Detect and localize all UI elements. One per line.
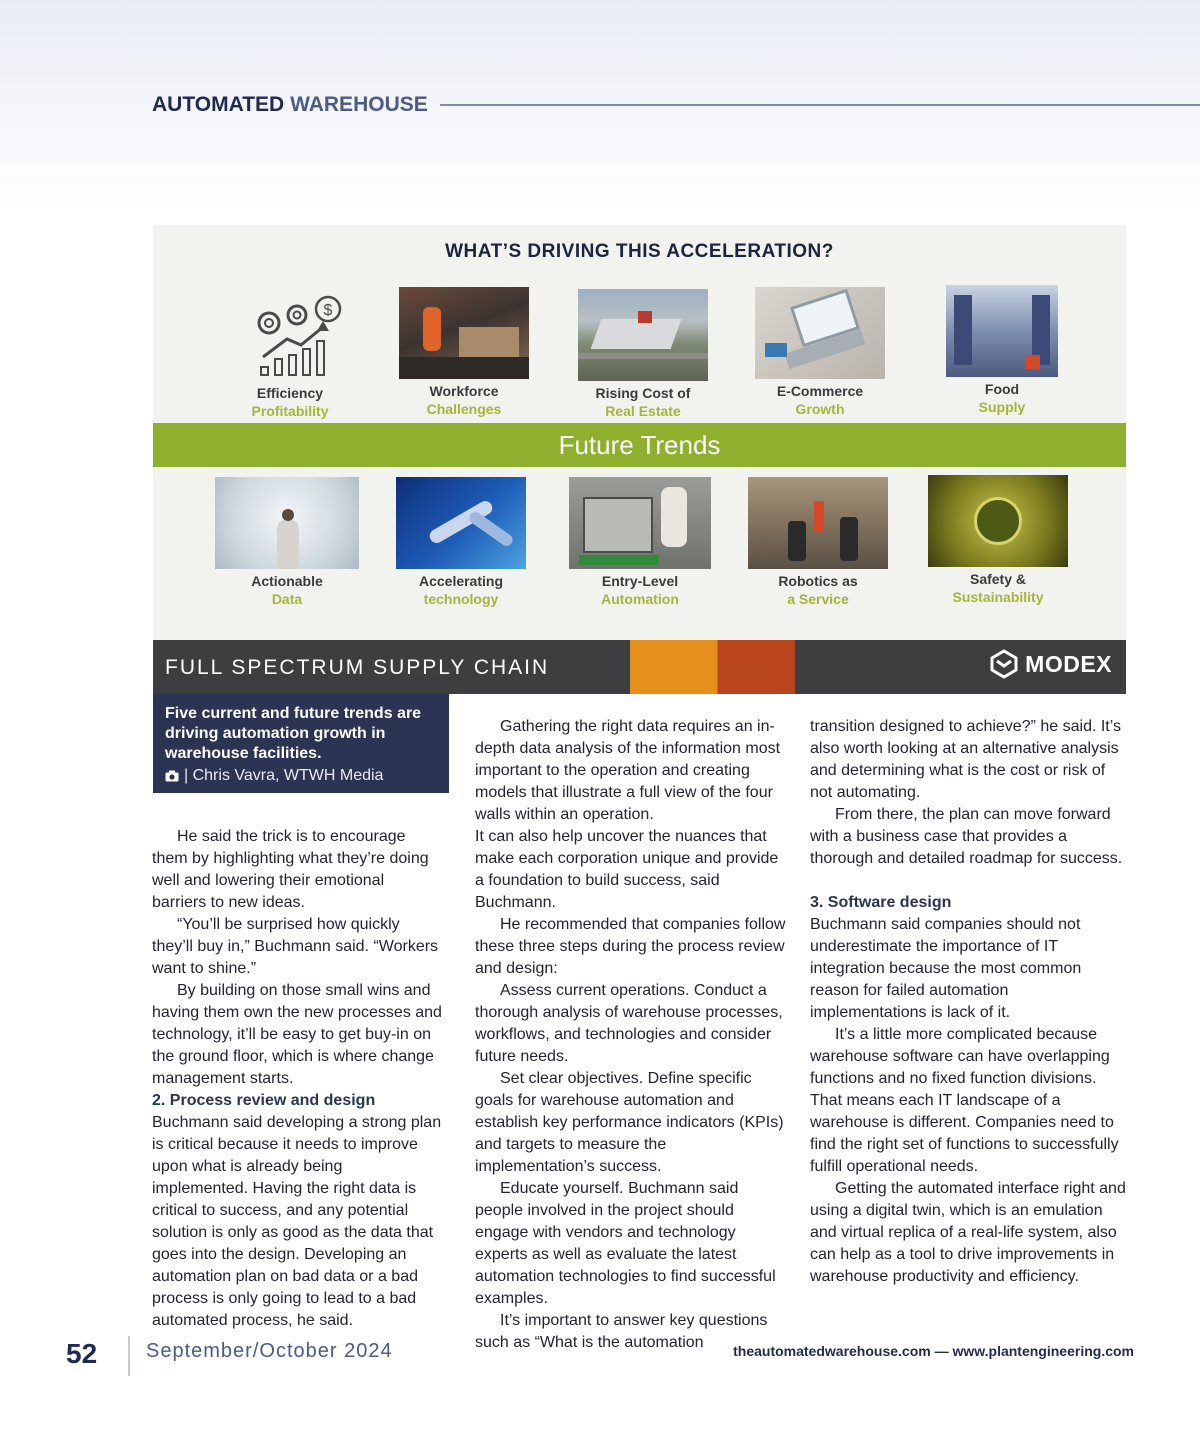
tile-food-supply-line1: Food bbox=[984, 381, 1020, 397]
issue-date: September/October 2024 bbox=[146, 1340, 393, 1362]
tile-entry-level-automation-line2: Automation bbox=[601, 591, 679, 607]
camera-icon bbox=[165, 770, 179, 782]
footer-divider bbox=[128, 1336, 130, 1376]
modex-logo-icon bbox=[989, 649, 1019, 679]
paragraph: Buchmann said developing a strong plan is critical because it needs to improve upon what is already being implemented. Having the right data is critical to success, and any potential solution is only as good as the data that goes into the design. Developing an automation plan on bad data or a bad process is only going to lead to a bad automated process, he said. bbox=[152, 1114, 442, 1329]
tile-ecommerce-line2: Growth bbox=[795, 401, 845, 417]
tile-safety-sustainability-line1: Safety & bbox=[969, 571, 1027, 587]
tile-food-supply bbox=[927, 285, 1077, 415]
tile-ecommerce-line1: E-Commerce bbox=[776, 383, 864, 399]
paragraph: Buchmann said companies should not underestimate the importance of IT integration because the most common reason for failed automation implementations is lack of it. bbox=[810, 916, 1082, 1021]
paragraph: It’s a little more complicated because warehouse software can have overlapping functions and no fixed function divisions. That means each IT landscape of a warehouse is different. Companies need to find the right set of functions to successfully fulfill operational needs. bbox=[810, 1026, 1119, 1175]
tile-safety-sustainability-line2: Sustainability bbox=[952, 589, 1044, 605]
warehouse-worker-photo bbox=[399, 287, 529, 379]
caption-credit-text: | Chris Vavra, WTWH Media bbox=[184, 767, 384, 784]
tile-workforce-line2: Challenges bbox=[426, 401, 502, 417]
tile-entry-level-automation-line1: Entry-Level bbox=[601, 573, 679, 589]
caption-credit bbox=[165, 767, 437, 785]
caption-text: Five current and future trends are driving automation growth in warehouse facilities. bbox=[165, 705, 422, 762]
tile-robotics-as-a-service-line1: Robotics as bbox=[778, 573, 858, 589]
future-trends-label: Future Trends bbox=[558, 429, 721, 460]
article-column-3 bbox=[810, 716, 1126, 1288]
green-globe-photo bbox=[928, 475, 1068, 567]
warehouse-robots-photo bbox=[748, 477, 888, 569]
article-column-2 bbox=[475, 716, 787, 1354]
paragraph: Gathering the right data requires an in-depth data analysis of the information most important to the operation and creating models that illustrate a full view of the four walls within an operation. bbox=[475, 718, 781, 823]
image-caption bbox=[153, 694, 449, 793]
page-number: 52 bbox=[66, 1338, 98, 1369]
paragraph-spacer bbox=[810, 870, 1126, 892]
cold-storage-photo bbox=[946, 285, 1058, 377]
tile-workforce-line1: Workforce bbox=[429, 383, 499, 399]
tile-accelerating-technology-line2: technology bbox=[423, 591, 499, 607]
efficiency-chart-icon bbox=[225, 289, 355, 381]
paragraph: From there, the plan can move forward with a business case that provides a thorough and detailed roadmap for success. bbox=[810, 806, 1123, 867]
supply-chain-label: FULL SPECTRUM SUPPLY CHAIN bbox=[165, 656, 550, 679]
future-trends-band bbox=[153, 423, 1126, 467]
laptop-ecommerce-photo bbox=[755, 287, 885, 379]
paragraph: Set clear objectives. Define specific goals for warehouse automation and establish key performance indicators (KPIs) and targets to measure the implementation’s success. bbox=[475, 1070, 784, 1175]
paragraph: By building on those small wins and having them own the new processes and technology, it’ll be easy to get buy-in on the ground floor, which is where change management starts. bbox=[152, 982, 442, 1087]
header-rule bbox=[440, 104, 1200, 106]
tile-robotics-as-a-service-line2: a Service bbox=[787, 591, 849, 607]
footer-websites: theautomatedwarehouse.com — www.plantengineering.com bbox=[733, 1343, 1134, 1359]
tile-actionable-data bbox=[212, 477, 362, 607]
section-header bbox=[152, 90, 1200, 120]
tile-workforce bbox=[389, 287, 539, 417]
paragraph: Getting the automated interface right and using a digital twin, which is an emulation and virtual replica of a real-life system, also can help as a tool to drive improvements in warehouse productivity and efficiency. bbox=[810, 1180, 1126, 1285]
tile-real-estate-line2: Real Estate bbox=[605, 403, 681, 419]
subhead-process-review: 2. Process review and design bbox=[152, 1092, 376, 1109]
paragraph: He recommended that companies follow these three steps during the process review and design: bbox=[475, 916, 786, 977]
paragraph: It can also help uncover the nuances that make each corporation unique and provide a foundation to build success, said Buchmann. bbox=[475, 828, 779, 911]
svg-text:$: $ bbox=[323, 302, 333, 319]
tile-real-estate bbox=[568, 289, 718, 419]
modex-logo-text: MODEX bbox=[1025, 650, 1112, 677]
tile-safety-sustainability bbox=[923, 475, 1073, 605]
tile-actionable-data-line1: Actionable bbox=[251, 573, 323, 589]
tile-efficiency bbox=[215, 289, 365, 419]
paragraph: It’s important to answer key questions such as “What is the automation bbox=[475, 1312, 768, 1351]
tile-real-estate-line1: Rising Cost of bbox=[595, 385, 691, 401]
tile-robotics-as-a-service bbox=[743, 477, 893, 607]
paragraph: He said the trick is to encourage them by highlighting what they’re doing well and lowering their emotional barriers to new ideas. bbox=[152, 828, 429, 911]
tile-entry-level-automation bbox=[565, 477, 715, 607]
supply-chain-bar bbox=[153, 640, 1126, 694]
section-title bbox=[152, 93, 428, 117]
tile-ecommerce bbox=[745, 287, 895, 417]
tile-accelerating-technology bbox=[386, 477, 536, 607]
paragraph: Educate yourself. Buchmann said people involved in the project should engage with vendors and technology experts as well as evaluate the latest automation technologies to find successful examples. bbox=[475, 1180, 776, 1307]
tile-food-supply-line2: Supply bbox=[978, 399, 1026, 415]
paragraph: “You’ll be surprised how quickly they’ll buy in,” Buchmann said. “Workers want to shine.” bbox=[152, 916, 439, 977]
warehouse-building-photo bbox=[578, 289, 708, 381]
infographic bbox=[153, 225, 1126, 694]
subhead-software-design: 3. Software design bbox=[810, 894, 952, 911]
infographic-title: WHAT’S DRIVING THIS ACCELERATION? bbox=[445, 241, 834, 262]
tile-efficiency-line1: Efficiency bbox=[256, 385, 324, 401]
cart-robot-photo bbox=[569, 477, 711, 569]
tile-accelerating-technology-line1: Accelerating bbox=[418, 573, 504, 589]
tile-actionable-data-line2: Data bbox=[271, 591, 303, 607]
paragraph: transition designed to achieve?” he said. It’s also worth looking at an alternative analysis and determining what is the cost or risk of not automating. bbox=[810, 718, 1122, 801]
modex-logo bbox=[989, 649, 1112, 679]
article-column-1 bbox=[152, 826, 442, 1332]
paragraph: Assess current operations. Conduct a thorough analysis of warehouse processes, workflows, and technologies and consider future needs. bbox=[475, 982, 783, 1065]
data-person-photo bbox=[215, 477, 359, 569]
section-title-warehouse: WAREHOUSE bbox=[290, 93, 428, 116]
section-title-automated: AUTOMATED bbox=[152, 93, 285, 116]
robot-arm-photo bbox=[396, 477, 526, 569]
tile-efficiency-line2: Profitability bbox=[251, 403, 329, 419]
